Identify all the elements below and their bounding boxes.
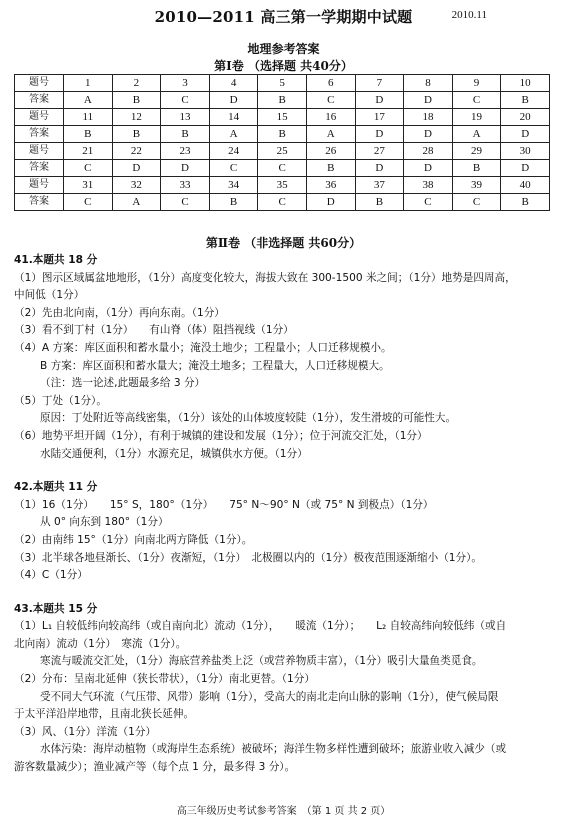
- row-label-answer: 答案: [15, 92, 64, 109]
- answer-cell: C: [64, 160, 113, 177]
- answer-cell: A: [306, 126, 355, 143]
- answer-row: [15, 92, 550, 109]
- answer-cell: D: [161, 160, 210, 177]
- question-43-title: 43.本题共 15 分: [14, 602, 98, 615]
- question-number-cell: 30: [501, 143, 550, 160]
- question-number-cell: 26: [306, 143, 355, 160]
- answer-cell: C: [404, 194, 453, 211]
- question-number-cell: 24: [209, 143, 258, 160]
- spacer: [14, 463, 556, 479]
- section-2-title: 第Ⅱ卷 （非选择题 共60分）: [205, 236, 362, 250]
- question-number-cell: 3: [161, 75, 210, 92]
- answer-cell: C: [306, 92, 355, 109]
- question-number-cell: 14: [209, 109, 258, 126]
- question-number-cell: 10: [501, 75, 550, 92]
- question-number-cell: 38: [404, 177, 453, 194]
- row-label-number: 题号: [15, 143, 64, 160]
- q41-line: 水陆交通便利，（1分）水源充足，城镇供水方便。（1分）: [40, 447, 308, 460]
- answer-table: [14, 74, 550, 211]
- q41-line: （1）图示区域属盆地地形，（1分）高度变化较大，海拔大致在 300-1500 米之间；（1分）地势是四周高，: [14, 271, 516, 284]
- q42-line: （4）C（1分）: [14, 569, 88, 582]
- q41-line: B 方案：库区面积和蓄水量大；淹没土地多；工程量大，人口迁移规模大。: [40, 359, 390, 372]
- question-number-cell: 17: [355, 109, 404, 126]
- answer-cell: C: [452, 194, 501, 211]
- question-number-cell: 18: [404, 109, 453, 126]
- question-42-title: 42.本题共 11 分: [14, 481, 98, 494]
- answer-key-subtitle: 地理参考答案: [247, 42, 320, 56]
- exam-title: 2010—2011 高三第一学期期中试题: [154, 8, 413, 26]
- question-number-cell: 20: [501, 109, 550, 126]
- question-number-cell: 8: [404, 75, 453, 92]
- q43-line: 游客数量减少）；渔业减产等（每个点 1 分，最多得 3 分）。: [14, 761, 296, 774]
- question-number-cell: 37: [355, 177, 404, 194]
- answer-cell: C: [452, 92, 501, 109]
- question-number-cell: 11: [64, 109, 113, 126]
- answer-cell: B: [64, 126, 113, 143]
- answer-cell: B: [355, 194, 404, 211]
- answer-cell: B: [452, 160, 501, 177]
- q41-line: 原因：丁处附近等高线密集，（1分）该处的山体坡度较陡（1分），发生滑坡的可能性大。: [40, 412, 457, 425]
- row-label-number: 题号: [15, 75, 64, 92]
- answer-cell: A: [112, 194, 161, 211]
- answer-cell: D: [355, 92, 404, 109]
- question-number-cell: 5: [258, 75, 307, 92]
- answer-cell: D: [501, 160, 550, 177]
- q43-line: （2）分布：呈南北延伸（狭长带状），（1分）南北更替。（1分）: [14, 673, 315, 686]
- answer-cell: D: [404, 160, 453, 177]
- question-number-cell: 36: [306, 177, 355, 194]
- answer-cell: B: [209, 194, 258, 211]
- question-number-cell: 13: [161, 109, 210, 126]
- question-number-cell: 7: [355, 75, 404, 92]
- answer-cell: C: [161, 194, 210, 211]
- question-number-row: [15, 143, 550, 160]
- question-number-cell: 25: [258, 143, 307, 160]
- answer-cell: C: [258, 194, 307, 211]
- q41-line: 中间低（1分）: [14, 289, 85, 302]
- q41-line: （4）A 方案：库区面积和蓄水量小；淹没土地少；工程量小；人口迁移规模小。: [14, 341, 392, 354]
- answer-cell: D: [404, 92, 453, 109]
- question-number-cell: 16: [306, 109, 355, 126]
- question-number-cell: 12: [112, 109, 161, 126]
- answer-cell: A: [209, 126, 258, 143]
- q43-line: 于太平洋沿岸地带，且南北狭长延伸。: [14, 708, 195, 721]
- answer-row: [15, 194, 550, 211]
- question-number-cell: 9: [452, 75, 501, 92]
- answer-cell: C: [209, 160, 258, 177]
- answer-row: [15, 126, 550, 143]
- answer-cell: B: [501, 92, 550, 109]
- answer-cell: A: [64, 92, 113, 109]
- question-number-cell: 40: [501, 177, 550, 194]
- question-number-cell: 34: [209, 177, 258, 194]
- q42-line: （1）16（1分） 15° S，180°（1分） 75° N～90° N（或 75° N 到极点）（1分）: [14, 498, 434, 511]
- question-number-row: [15, 177, 550, 194]
- q41-line: （注：选一论述,此题最多给 3 分）: [40, 377, 206, 390]
- question-number-cell: 19: [452, 109, 501, 126]
- row-label-answer: 答案: [15, 160, 64, 177]
- question-number-cell: 1: [64, 75, 113, 92]
- answer-cell: B: [258, 126, 307, 143]
- row-label-number: 题号: [15, 109, 64, 126]
- answer-cell: B: [501, 194, 550, 211]
- q43-line: 受不同大气环流（气压带、风带）影响（1分），受高大的南北走向山脉的影响（1分），使气候局限: [40, 690, 499, 703]
- row-label-answer: 答案: [15, 126, 64, 143]
- answer-cell: C: [64, 194, 113, 211]
- answer-body: [14, 252, 556, 777]
- answer-cell: D: [306, 194, 355, 211]
- answer-cell: D: [209, 92, 258, 109]
- answer-cell: D: [112, 160, 161, 177]
- answer-cell: C: [258, 160, 307, 177]
- exam-date: 2010.11: [451, 9, 487, 21]
- spacer: [14, 585, 556, 601]
- answer-cell: A: [452, 126, 501, 143]
- answer-cell: D: [501, 126, 550, 143]
- question-number-cell: 39: [452, 177, 501, 194]
- answer-cell: B: [112, 92, 161, 109]
- question-number-row: [15, 75, 550, 92]
- q42-line: 从 0° 向东到 180°（1分）: [40, 516, 169, 529]
- q42-line: （3）北半球各地昼渐长、（1分）夜渐短，（1分） 北极圈以内的（1分）极夜范围逐渐缩小（1分）。: [14, 551, 483, 564]
- answer-cell: B: [306, 160, 355, 177]
- question-number-cell: 27: [355, 143, 404, 160]
- question-number-cell: 2: [112, 75, 161, 92]
- question-number-cell: 21: [64, 143, 113, 160]
- question-number-cell: 6: [306, 75, 355, 92]
- q42-line: （2）由南纬 15°（1分）向南北两方降低（1分）。: [14, 533, 253, 546]
- q43-line: 寒流与暖流交汇处，（1分）海底营养盐类上泛（或营养物质丰富），（1分）吸引大量鱼类觅食。: [40, 655, 483, 668]
- q41-line: （5）丁处（1分）。: [14, 394, 107, 407]
- question-number-cell: 32: [112, 177, 161, 194]
- section-1-title: 第Ⅰ卷 （选择题 共40分）: [214, 59, 353, 73]
- q43-line: （3）风、（1分）洋流（1分）: [14, 725, 157, 738]
- q41-line: （6）地势平坦开阔（1分），有利于城镇的建设和发展（1分）；位于河流交汇处，（1分）: [14, 429, 428, 442]
- question-number-cell: 4: [209, 75, 258, 92]
- answer-cell: D: [355, 160, 404, 177]
- question-number-cell: 22: [112, 143, 161, 160]
- answer-cell: B: [258, 92, 307, 109]
- answer-cell: C: [161, 92, 210, 109]
- question-number-cell: 35: [258, 177, 307, 194]
- row-label-number: 题号: [15, 177, 64, 194]
- q43-line: 北向南）流动（1分） 寒流（1分）。: [14, 637, 187, 650]
- q43-line: 水体污染：海岸动植物（或海岸生态系统）被破坏；海洋生物多样性遭到破坏；旅游业收入减少（或: [40, 743, 507, 756]
- question-number-cell: 15: [258, 109, 307, 126]
- answer-row: [15, 160, 550, 177]
- question-number-row: [15, 109, 550, 126]
- question-number-cell: 31: [64, 177, 113, 194]
- page-footer: 高三年级历史考试参考答案 （第 1 页 共 2 页）: [176, 806, 391, 817]
- answer-cell: D: [404, 126, 453, 143]
- question-number-cell: 28: [404, 143, 453, 160]
- question-number-cell: 33: [161, 177, 210, 194]
- answer-cell: B: [161, 126, 210, 143]
- question-number-cell: 29: [452, 143, 501, 160]
- q43-line: （1）L₁ 自较低纬向较高纬（或自南向北）流动（1分）， 暖流（1分）； L₂ 自较高纬向较低纬（或自: [14, 620, 507, 633]
- row-label-answer: 答案: [15, 194, 64, 211]
- question-41-title: 41.本题共 18 分: [14, 254, 98, 266]
- q41-line: （2）先由北向南，（1分）再向东南。（1分）: [14, 306, 225, 319]
- q41-line: （3）看不到丁村（1分） 有山脊（体）阻挡视线（1分）: [14, 324, 294, 337]
- question-number-cell: 23: [161, 143, 210, 160]
- answer-cell: D: [355, 126, 404, 143]
- answer-cell: B: [112, 126, 161, 143]
